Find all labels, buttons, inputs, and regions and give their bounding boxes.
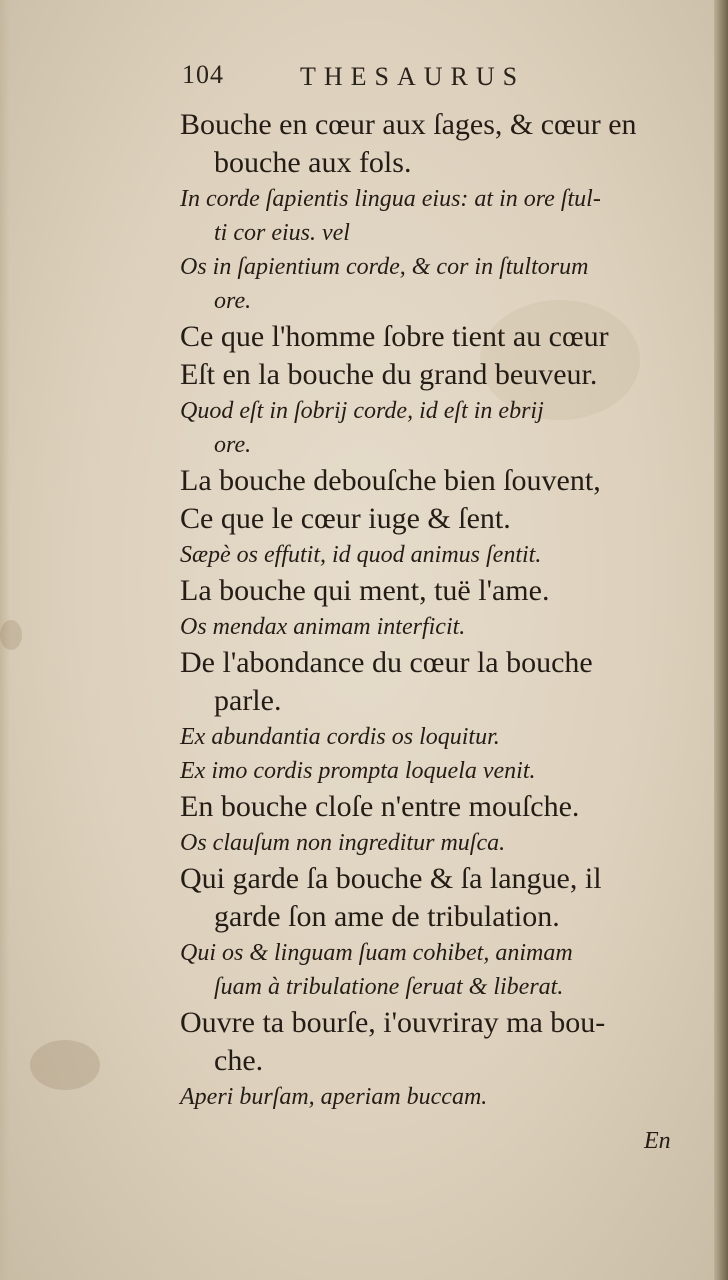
french-line: En bouche cloſe n'entre mouſche.	[180, 790, 580, 823]
french-line: garde ſon ame de tribulation.	[214, 900, 560, 933]
latin-line: ore.	[214, 432, 252, 458]
french-line: Ce que l'homme ſobre tient au cœur	[180, 320, 609, 353]
paper-stain	[0, 620, 22, 650]
page-gutter-shadow	[714, 0, 728, 1280]
latin-line: Qui os & linguam ſuam cohibet, animam	[180, 940, 573, 966]
latin-line: Os in ſapientium corde, & cor in ſtultorum	[180, 254, 589, 280]
paper-stain	[30, 1040, 100, 1090]
french-line: De l'abondance du cœur la bouche	[180, 646, 593, 679]
french-line: Ce que le cœur iuge & ſent.	[180, 502, 511, 535]
latin-line: ore.	[214, 288, 252, 314]
latin-line: Ex imo cordis prompta loquela venit.	[180, 758, 536, 784]
latin-line: ſuam à tribulatione ſeruat & liberat.	[214, 974, 564, 1000]
french-line: parle.	[214, 684, 282, 717]
page-header	[182, 60, 622, 100]
latin-line: ti cor eius. vel	[214, 220, 350, 246]
french-line: Eſt en la bouche du grand beuveur.	[180, 358, 598, 391]
catchword: En	[644, 1128, 671, 1154]
french-line: Qui garde ſa bouche & ſa langue, il	[180, 862, 602, 895]
latin-line: Aperi burſam, aperiam buccam.	[180, 1084, 488, 1110]
french-line: che.	[214, 1044, 264, 1077]
french-line: La bouche debouſche bien ſouvent,	[180, 464, 601, 497]
french-line: Ouvre ta bourſe, i'ouvriray ma bou-	[180, 1006, 606, 1039]
french-line: Bouche en cœur aux ſages, & cœur en	[180, 108, 637, 141]
page-body	[180, 106, 695, 1114]
latin-line: Sæpè os effutit, id quod animus ſentit.	[180, 542, 542, 568]
latin-line: In corde ſapientis lingua eius: at in ore ſtul-	[180, 186, 601, 212]
page-number: 104	[182, 60, 224, 89]
french-line: La bouche qui ment, tuë l'ame.	[180, 574, 550, 607]
latin-line: Quod eſt in ſobrij corde, id eſt in ebrij	[180, 398, 544, 424]
latin-line: Os mendax animam interficit.	[180, 614, 466, 640]
latin-line: Ex abundantia cordis os loquitur.	[180, 724, 500, 750]
french-line: bouche aux fols.	[214, 146, 412, 179]
latin-line: Os clauſum non ingreditur muſca.	[180, 830, 506, 856]
running-title: THESAURUS	[300, 62, 526, 91]
